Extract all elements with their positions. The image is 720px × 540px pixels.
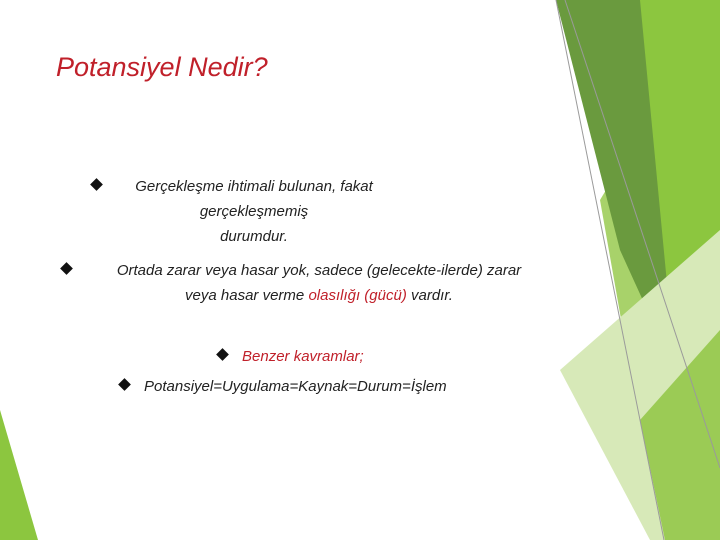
bullet-3-text: Benzer kavramlar;: [242, 348, 364, 365]
slide-title: Potansiyel Nedir?: [56, 52, 268, 82]
bullet-item-3: [218, 344, 398, 369]
bullet-item-2: [62, 258, 552, 308]
bullet-2-text-before: veya hasar verme: [185, 287, 309, 304]
bullet-2-highlight: olasılığı (gücü): [308, 287, 407, 304]
bullet-2-line-1: Ortada zarar veya hasar yok, sadece (gelecekte-ilerde) zarar: [116, 262, 522, 279]
bullet-1-line-1: Gerçekleşme ihtimali bulunan, fakat gerçekleşmemiş: [135, 178, 373, 220]
bullet-item-1: [92, 174, 392, 249]
left-green-wedge: [0, 410, 38, 540]
bullet-2-line-2: [62, 283, 552, 308]
bullet-2-text-after: vardır.: [406, 287, 453, 304]
bullet-item-4: [120, 374, 500, 399]
bullet-4-text: Potansiyel=Uygulama=Kaynak=Durum=İşlem: [144, 378, 447, 395]
bullet-1-line-2: durumdur.: [220, 228, 288, 245]
